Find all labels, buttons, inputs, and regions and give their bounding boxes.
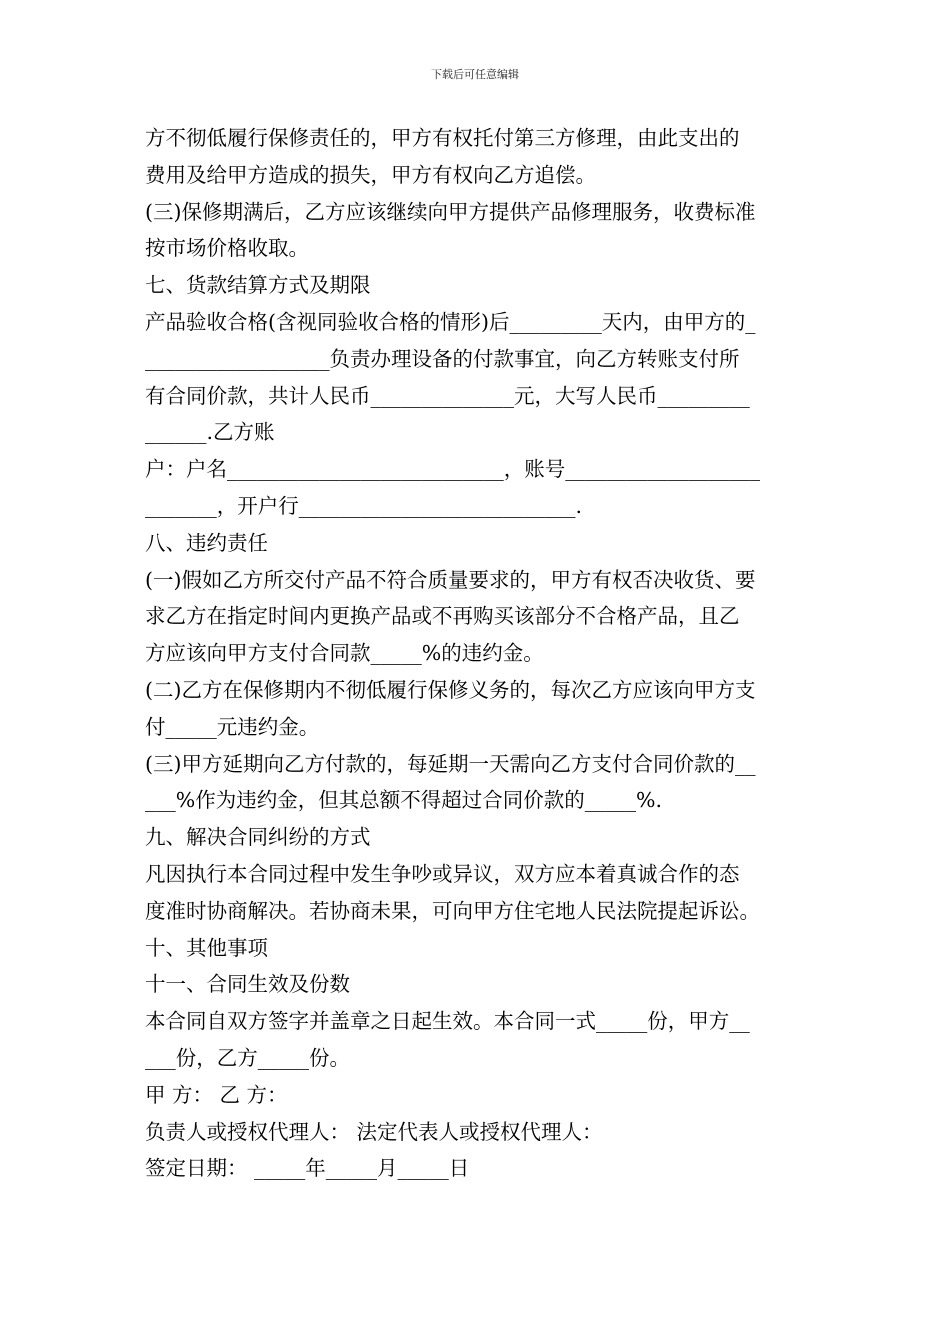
- text-line: 产品验收合格(含视同验收合格的情形)后_________天内，由甲方的_: [145, 309, 756, 334]
- document-body: [145, 120, 815, 1187]
- text-line: ______.乙方账: [145, 420, 275, 445]
- section-heading: 十一、合同生效及份数: [145, 972, 350, 997]
- text-line: 有合同价款，共计人民币______________元，大写人民币_________: [145, 383, 750, 408]
- text-line: 方应该向甲方支付合同款_____%的违约金。: [145, 641, 544, 666]
- text-line: 求乙方在指定时间内更换产品或不再购买该部分不合格产品，且乙: [145, 604, 740, 629]
- section-heading: 七、货款结算方式及期限: [145, 273, 371, 298]
- text-line: 度准时协商解决。若协商未果，可向甲方住宅地人民法院提起诉讼。: [145, 898, 760, 923]
- signature-parties: 甲 方： 乙 方：: [145, 1082, 288, 1107]
- section-heading: 十、其他事项: [145, 935, 268, 960]
- text-line: 费用及给甲方造成的损失，甲方有权向乙方追偿。: [145, 162, 596, 187]
- text-line: 本合同自双方签字并盖章之日起生效。本合同一式_____份，甲方__: [145, 1009, 750, 1034]
- signature-date: 签定日期： _____年_____月_____日: [145, 1156, 470, 1181]
- text-line: 方不彻低履行保修责任的，甲方有权托付第三方修理，由此支出的: [145, 126, 740, 150]
- text-line: (二)乙方在保修期内不彻低履行保修义务的，每次乙方应该向甲方支: [145, 677, 756, 702]
- section-heading: 八、违约责任: [145, 530, 268, 555]
- text-line: 付_____元违约金。: [145, 714, 320, 739]
- text-line: ___份，乙方_____份。: [145, 1045, 350, 1070]
- text-line: (三)保修期满后，乙方应该继续向甲方提供产品修理服务，收费标准: [145, 199, 756, 224]
- text-line: 凡因执行本合同过程中发生争吵或异议，双方应本着真诚合作的态: [145, 861, 740, 886]
- page-header: 下载后可任意编辑: [431, 68, 519, 81]
- text-line: ___%作为违约金，但其总额不得超过合同价款的_____%.: [145, 788, 662, 813]
- section-heading: 九、解决合同纠纷的方式: [145, 825, 371, 850]
- text-line: __________________负责办理设备的付款事宜，向乙方转账支付所: [145, 346, 740, 371]
- text-line: (一)假如乙方所交付产品不符合质量要求的，甲方有权否决收货、要: [145, 567, 756, 592]
- text-line: _______，开户行___________________________.: [145, 493, 583, 518]
- text-line: 户：户名___________________________，账号___________________: [145, 457, 760, 482]
- text-line: 按市场价格收取。: [145, 236, 309, 261]
- signature-representatives: 负责人或授权代理人： 法定代表人或授权代理人：: [145, 1119, 603, 1144]
- text-line: (三)甲方延期向乙方付款的，每延期一天需向乙方支付合同价款的__: [145, 751, 756, 776]
